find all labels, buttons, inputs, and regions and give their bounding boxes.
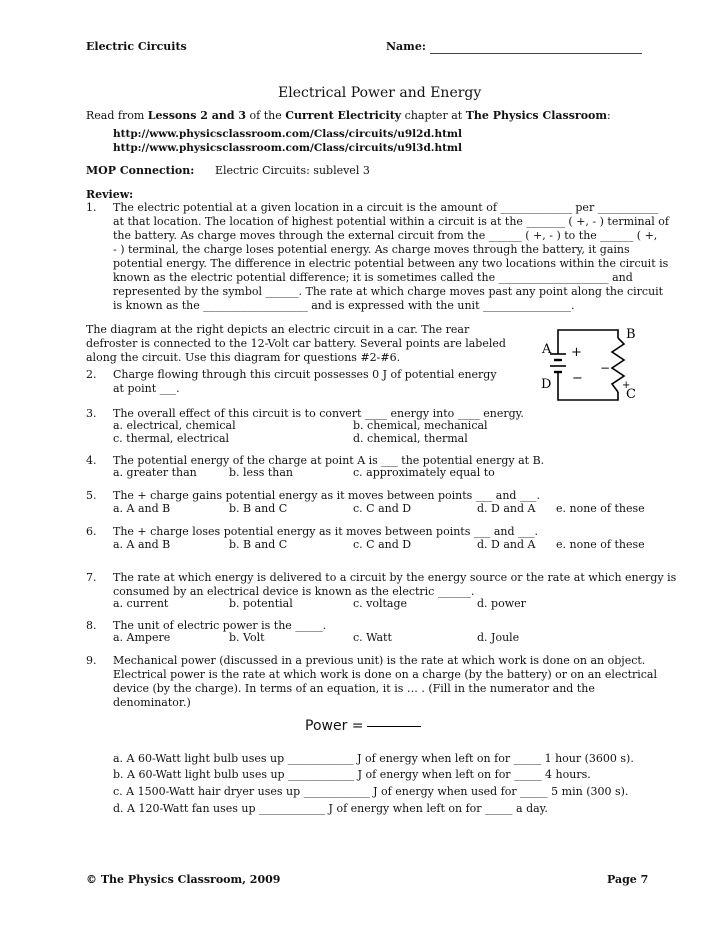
intro-mid1: of the xyxy=(246,109,286,122)
q3-option-a[interactable]: a. electrical, chemical xyxy=(113,419,236,432)
q3-option-b[interactable]: b. chemical, mechanical xyxy=(353,419,488,432)
q4-option-a[interactable]: a. greater than xyxy=(113,466,197,479)
q5-number: 5. xyxy=(86,489,97,502)
q8-stem: The unit of electric power is the _____. xyxy=(113,619,327,632)
q9-number: 9. xyxy=(86,654,97,667)
diagram-intro-line: The diagram at the right depicts an electric circuit in a car. The rear xyxy=(86,323,470,336)
q5-option-a[interactable]: a. A and B xyxy=(113,502,171,515)
intro-chapter: Current Electricity xyxy=(285,109,402,122)
q9-part-b: b. A 60-Watt light bulb uses up ____________ J of energy when left on for _____ 4 hours. xyxy=(113,768,591,781)
diagram-intro-line: defroster is connected to the 12-Volt car battery. Several points are labeled xyxy=(86,337,506,350)
q9-part-d: d. A 120-Watt fan uses up ____________ J of energy when left on for _____ a day. xyxy=(113,802,548,815)
q8-number: 8. xyxy=(86,619,97,632)
lesson-link-2[interactable]: http://www.physicsclassroom.com/Class/circuits/u9l3d.html xyxy=(113,142,463,154)
q3-stem: The overall effect of this circuit is to convert ____ energy into ____ energy. xyxy=(113,407,524,420)
mop-value: Electric Circuits: sublevel 3 xyxy=(215,164,370,177)
battery-minus-sign: − xyxy=(572,371,583,386)
q7-number: 7. xyxy=(86,571,97,584)
q9-text xyxy=(113,654,657,710)
q1-line: the battery. As charge moves through the external circuit from the ______ ( +, - ) to the ______ ( +, xyxy=(113,229,658,242)
q2-number: 2. xyxy=(86,368,97,381)
name-label: Name: xyxy=(386,40,426,53)
q8-option-d[interactable]: d. Joule xyxy=(477,631,520,644)
q7-option-d[interactable]: d. power xyxy=(477,597,526,610)
q1-line: represented by the symbol ______. The rate at which charge moves past any point along the circuit xyxy=(113,285,664,298)
q7-text xyxy=(113,571,676,599)
q9-part-a: a. A 60-Watt light bulb uses up ____________ J of energy when left on for _____ 1 hour (3600 s). xyxy=(113,752,634,765)
q1-text xyxy=(113,201,669,313)
q2-line: at point ___. xyxy=(113,382,180,395)
q1-line: - ) terminal, the charge loses potential energy. As charge moves through the battery, it gains xyxy=(113,243,630,256)
fraction-bar xyxy=(367,726,421,727)
q4-stem: The potential energy of the charge at point A is ___ the potential energy at B. xyxy=(113,454,545,467)
q1-line: known as the electric potential difference; it is sometimes called the ____________________ and xyxy=(113,271,633,284)
bottom-wire xyxy=(558,377,618,400)
q5-stem: The + charge gains potential energy as it moves between points ___ and ___. xyxy=(113,489,540,502)
q6-option-b[interactable]: b. B and C xyxy=(229,538,288,551)
diagram-intro-line: along the circuit. Use this diagram for questions #2-#6. xyxy=(86,351,401,364)
car-circuit-diagram xyxy=(538,322,648,408)
q5-option-e[interactable]: e. none of these xyxy=(556,502,645,515)
intro-mid2: chapter at xyxy=(401,109,466,122)
review-label: Review: xyxy=(86,188,134,201)
q6-number: 6. xyxy=(86,525,97,538)
resistor-minus: − xyxy=(600,361,611,375)
q7-option-b[interactable]: b. potential xyxy=(229,597,293,610)
q5-option-b[interactable]: b. B and C xyxy=(229,502,288,515)
q7-option-c[interactable]: c. voltage xyxy=(353,597,408,610)
battery-plus-sign: + xyxy=(571,345,582,360)
q8-option-a[interactable]: a. Ampere xyxy=(113,631,171,644)
q8-option-c[interactable]: c. Watt xyxy=(353,631,392,644)
diagram-intro xyxy=(86,323,506,365)
mop-label: MOP Connection: xyxy=(86,164,195,177)
q6-stem: The + charge loses potential energy as it moves between points ___ and ___. xyxy=(113,525,539,538)
intro-pre: Read from xyxy=(86,109,148,122)
q6-option-c[interactable]: c. C and D xyxy=(353,538,412,551)
q4-option-b[interactable]: b. less than xyxy=(229,466,293,479)
reading-instructions xyxy=(86,109,611,123)
q1-line: The electric potential at a given location in a circuit is the amount of _____________ per ___________ xyxy=(113,201,659,214)
terminal-plus-c: + xyxy=(622,380,631,391)
point-c-label: C xyxy=(626,387,636,402)
q3-number: 3. xyxy=(86,407,97,420)
q7-option-a[interactable]: a. current xyxy=(113,597,169,610)
q6-option-e[interactable]: e. none of these xyxy=(556,538,645,551)
point-a-label: A xyxy=(542,342,552,357)
top-wire xyxy=(558,330,618,347)
name-blank-line xyxy=(430,53,642,54)
q7-line: The rate at which energy is delivered to a circuit by the energy source or the rate at which energy is xyxy=(113,571,677,584)
intro-post: : xyxy=(607,109,611,122)
q6-option-a[interactable]: a. A and B xyxy=(113,538,171,551)
q8-option-b[interactable]: b. Volt xyxy=(229,631,265,644)
q5-option-c[interactable]: c. C and D xyxy=(353,502,412,515)
page-number: Page 7 xyxy=(607,873,649,886)
q2-text xyxy=(113,368,497,396)
q1-line: potential energy. The difference in electric potential between any two locations within the circuit is xyxy=(113,257,669,270)
page-title: Electrical Power and Energy xyxy=(278,85,482,101)
lesson-link-1[interactable]: http://www.physicsclassroom.com/Class/circuits/u9l2d.html xyxy=(113,128,463,140)
q9-line: device (by the charge). In terms of an equation, it is … . (Fill in the numerator and the xyxy=(113,682,595,695)
q5-option-d[interactable]: d. D and A xyxy=(477,502,536,515)
q1-line: is known as the ___________________ and is expressed with the unit ________________. xyxy=(113,299,575,312)
footer-copyright: © The Physics Classroom, 2009 xyxy=(86,873,281,886)
q2-line: Charge flowing through this circuit possesses 0 J of potential energy xyxy=(113,368,497,381)
point-d-label: D xyxy=(541,377,552,392)
q6-option-d[interactable]: d. D and A xyxy=(477,538,536,551)
q9-line: Mechanical power (discussed in a previous unit) is the rate at which work is done on an object. xyxy=(113,654,646,667)
power-formula-label: Power = xyxy=(305,718,364,734)
q7-line: consumed by an electrical device is known as the electric ______. xyxy=(113,585,475,598)
q9-part-c: c. A 1500-Watt hair dryer uses up ____________ J of energy when used for _____ 5 min (300 s). xyxy=(113,785,629,798)
intro-site: The Physics Classroom xyxy=(465,109,608,122)
header-subject: Electric Circuits xyxy=(86,40,187,53)
q9-line: Electrical power is the rate at which work is done on a charge (by the battery) or on an electrical xyxy=(113,668,658,681)
q4-option-c[interactable]: c. approximately equal to xyxy=(353,466,495,479)
q1-number: 1. xyxy=(86,201,97,214)
intro-lessons: Lessons 2 and 3 xyxy=(147,109,247,122)
q4-number: 4. xyxy=(86,454,97,467)
q9-line: denominator.) xyxy=(113,696,191,709)
q3-option-c[interactable]: c. thermal, electrical xyxy=(113,432,230,445)
q3-option-d[interactable]: d. chemical, thermal xyxy=(353,432,468,445)
q1-line: at that location. The location of highest potential within a circuit is at the _______ ( +, - ) terminal of xyxy=(113,215,669,228)
point-b-label: B xyxy=(626,327,636,342)
